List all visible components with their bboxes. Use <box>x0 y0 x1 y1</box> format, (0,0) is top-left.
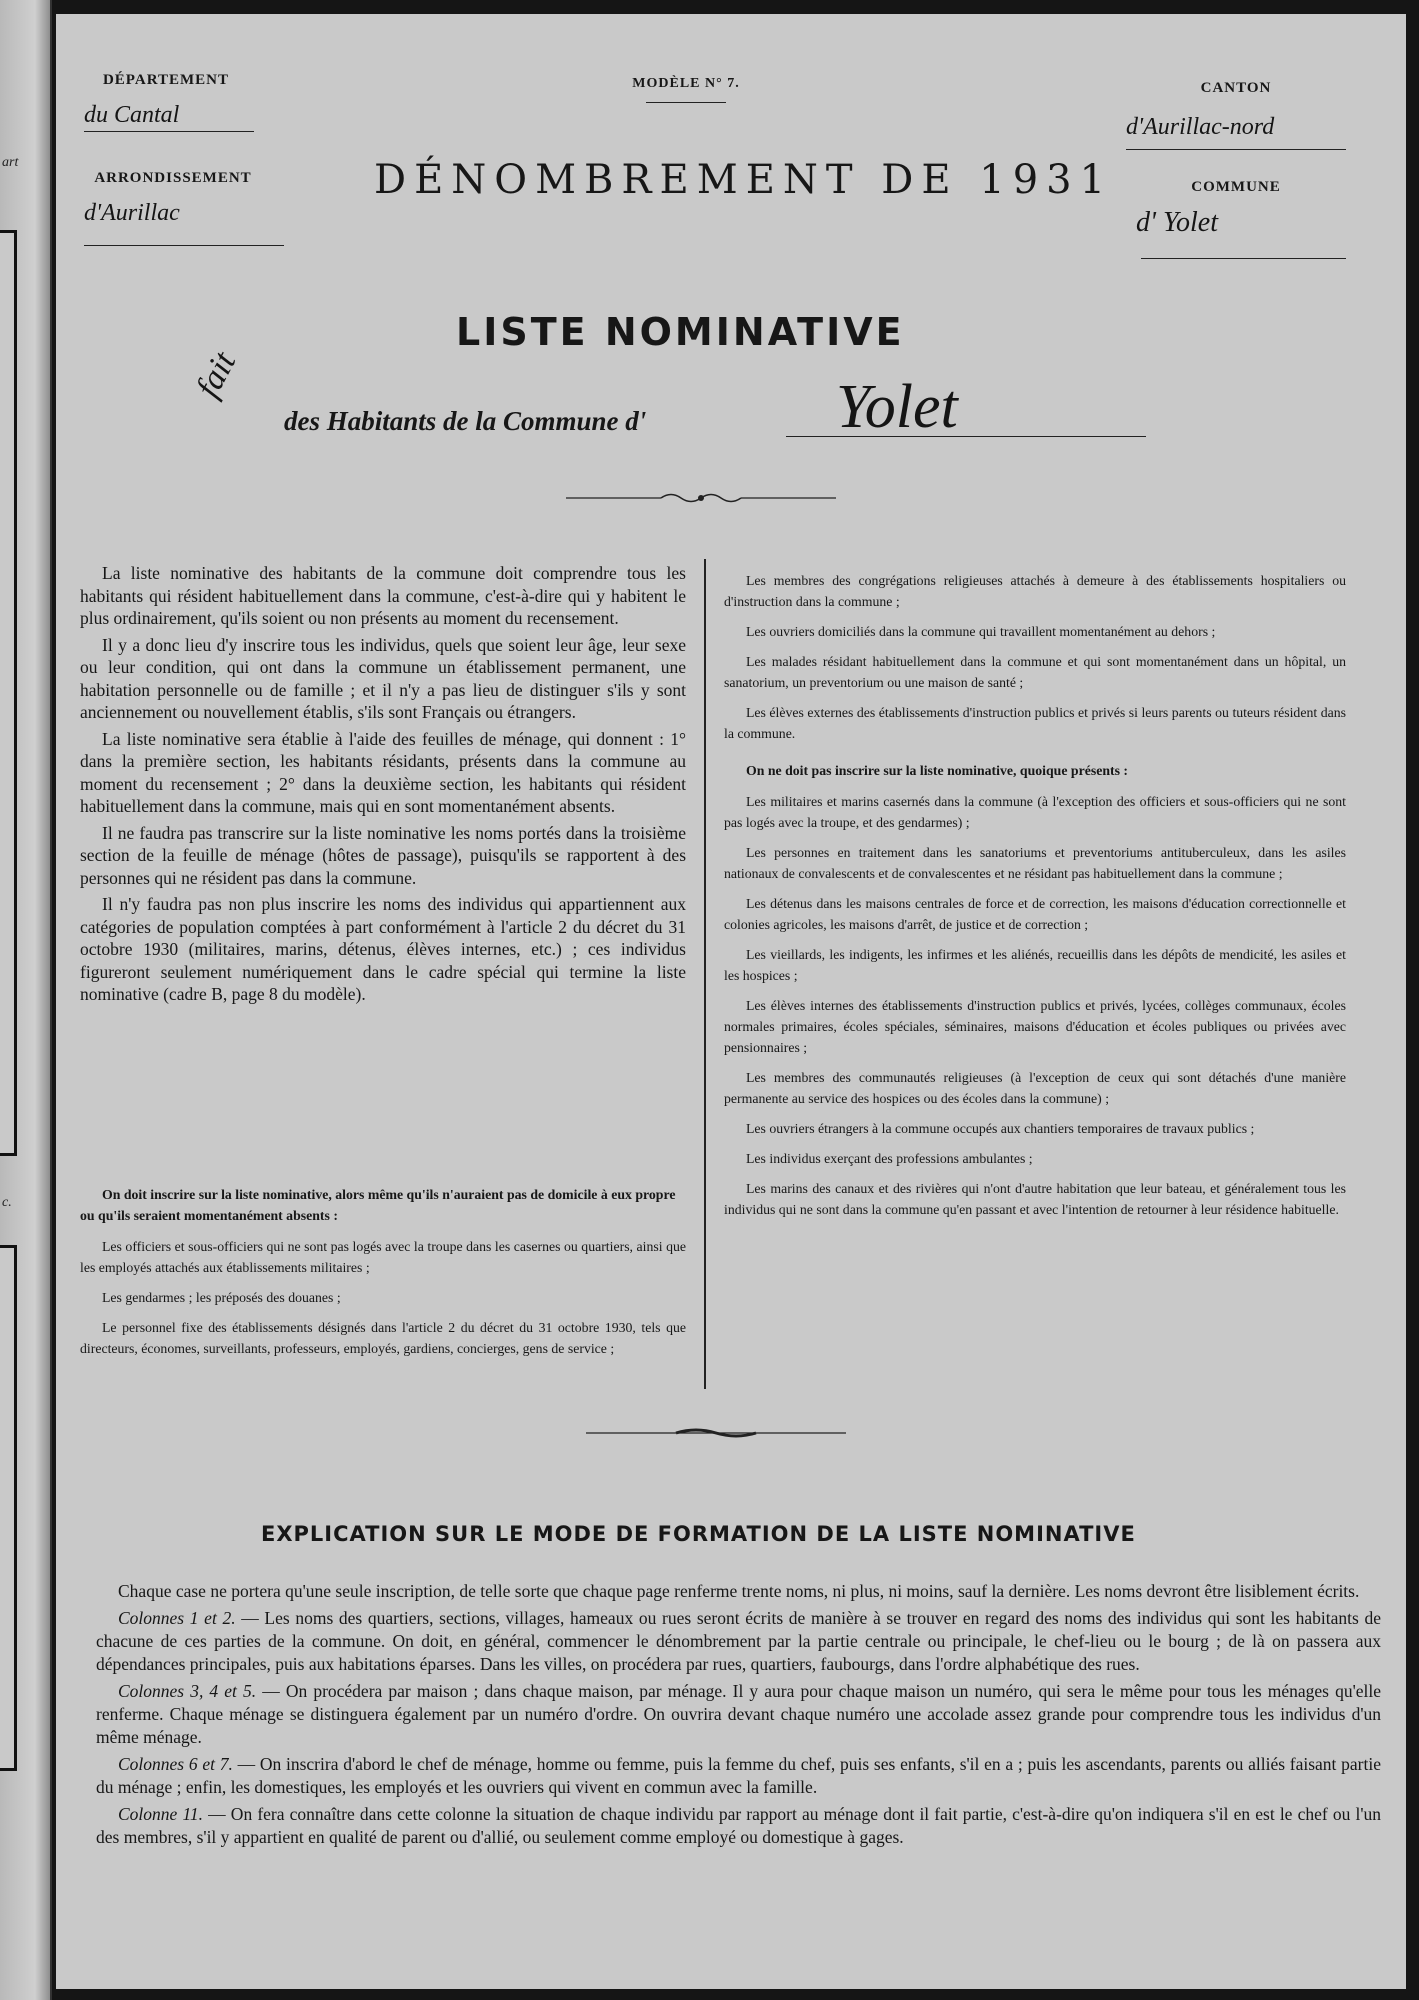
census-form-page <box>56 14 1406 1989</box>
explication-intro: Chaque case ne portera qu'une seule inscription, de telle sorte que chaque page renferme trente noms, ni plus, ni moins, sauf la dernière. Les noms devront être lisiblement écrits. <box>118 1581 1360 1601</box>
inscrire-item: Le personnel fixe des établissements désignés dans l'article 2 du décret du 31 octobre 1930, tels que directeurs, économes, surveillants, professeurs, employés, gardiens, concierges, gens de service ; <box>80 1320 686 1356</box>
instruction-paragraph: La liste nominative sera établie à l'aide des feuilles de ménage, qui donnent : 1° dans la première section, les habitants résidants, présents dans la commune au moment du recensement ; 2° dans la deuxième section, les habitants qui résident habituellement dans la commune, mais qui en sont momentanément absents. <box>80 728 686 816</box>
departement-value: du Cantal <box>84 102 180 128</box>
exclusion-item: Les membres des communautés religieuses (à l'exception de ceux qui sont détachés d'une manière permanente au service des hospices ou des écoles dans la commune) ; <box>724 1070 1346 1106</box>
commune-label: COMMUNE <box>1191 179 1281 195</box>
underline <box>1141 258 1346 259</box>
underline <box>646 102 726 103</box>
entry-label: Colonnes 1 et 2. <box>118 1608 236 1628</box>
underline <box>786 436 1146 437</box>
entry-text: — On procédera par maison ; dans chaque maison, par ménage. Il y aura pour chaque maison un numéro, qui sera le même pour tous les ménages qu'elle renferme. Chaque ménage se distinguera également par un numéro d'ordre. On ouvrira devant chaque numéro une accolade assez grande pour comprendre tous les individus d'un même ménage. <box>96 1681 1381 1747</box>
exclusion-item: Les élèves internes des établissements d'instruction publics et privés, lycées, collèges communaux, écoles normales primaires, écoles spéciales, séminaires, maisons d'éducation et écoles publiques ou privées avec pensionnaires ; <box>724 998 1346 1055</box>
adjacent-page-fragment: c. <box>2 1195 12 1210</box>
left-column-lower <box>80 1184 686 1368</box>
list-heading: LISTE NOMINATIVE <box>456 310 905 354</box>
entry-label: Colonnes 3, 4 et 5. <box>118 1681 257 1701</box>
instruction-paragraph: Il ne faudra pas transcrire sur la liste nominative les noms portés dans la troisième section de la feuille de ménage (hôtes de passage), puisqu'ils se rapportent à des personnes qui ne résident pas dans la commune. <box>80 822 686 888</box>
exclusion-item: Les militaires et marins casernés dans la commune (à l'exception des officiers et sous-officiers qui ne sont pas logés avec la troupe, et des gendarmes) ; <box>724 794 1346 830</box>
explication-entry <box>96 1680 1381 1749</box>
inscrire-item: Les malades résidant habituellement dans la commune et qui sont momentanément dans un hôpital, un sanatorium, un preventorium ou une maison de santé ; <box>724 654 1346 690</box>
underline <box>1126 149 1346 150</box>
margin-annotation: fait <box>189 346 244 404</box>
commune-handwritten: Yolet <box>836 373 958 441</box>
entry-text: — Les noms des quartiers, sections, villages, hameaux ou rues seront écrits de manière à se trouver en regard des noms des individus qui sont les habitants de chacune de ces parties de la commune. On doit, en général, commencer le dénombrement par la partie centrale ou principale, le chef-lieu ou le bourg ; de là on passera aux dépendances principales, puis aux habitations éparses. Dans les villes, on procédera par rues, quartiers, faubourgs, dans l'ordre alphabétique des rues. <box>96 1608 1381 1674</box>
entry-label: Colonne 11. <box>118 1804 204 1824</box>
inscrire-item: Les membres des congrégations religieuses attachés à demeure à des établissements hospitaliers ou d'instruction dans la commune ; <box>724 573 1346 609</box>
arrondissement-label: ARRONDISSEMENT <box>94 170 252 186</box>
arrondissement-value: d'Aurillac <box>84 200 180 226</box>
doit-inscrire-heading: On doit inscrire sur la liste nominative, alors même qu'ils n'auraient pas de domicile à eux propre ou qu'ils seraient momentanément absents : <box>80 1187 676 1223</box>
explication-entry <box>96 1803 1381 1849</box>
column-divider <box>704 559 706 1389</box>
exclusion-item: Les marins des canaux et des rivières qui n'ont d'autre habitation que leur bateau, et généralement tous les individus qui ne sont dans la commune qu'en passant et avec l'intention de retourner à leur résidence habituelle. <box>724 1181 1346 1217</box>
instruction-paragraph: La liste nominative des habitants de la commune doit comprendre tous les habitants qui résident habituellement dans la commune, c'est-à-dire qui y habitent le plus ordinairement, qu'ils soient ou non présents au moment du recensement. <box>80 563 686 628</box>
departement-label: DÉPARTEMENT <box>102 72 230 88</box>
exclusion-item: Les vieillards, les indigents, les infirmes et les aliénés, recueillis dans les dépôts de mendicité, les asiles et les hospices ; <box>724 947 1346 983</box>
entry-text: — On inscrira d'abord le chef de ménage, homme ou femme, puis la femme du chef, puis ses enfants, s'il en a ; puis les ascendants, parents ou alliés faisant partie du ménage ; enfin, les domestiques, les employés et les ouvriers qui vivent en commun avec la famille. <box>96 1754 1381 1797</box>
inscrire-item: Les gendarmes ; les préposés des douanes ; <box>102 1290 341 1305</box>
list-subheading: des Habitants de la Commune d' <box>284 406 647 436</box>
instruction-paragraph: Il y a donc lieu d'y inscrire tous les individus, quels que soient leur âge, leur sexe ou leur condition, qui ont dans la commune un établissement permanent, une habitation personnelle ou de famille ; et il n'y a pas lieu de distinguer s'ils y sont anciennement ou nouvellement établis, s'ils sont Français ou étrangers. <box>80 634 686 722</box>
modele-number: MODÈLE N° 7. <box>632 76 740 91</box>
adjacent-page-edge <box>0 0 52 2000</box>
ne-doit-pas-heading: On ne doit pas inscrire sur la liste nominative, quoique présents : <box>746 763 1129 778</box>
exclusion-item: Les ouvriers étrangers à la commune occupés aux chantiers temporaires de travaux publics ; <box>746 1121 1255 1136</box>
canton-label: CANTON <box>1200 80 1272 96</box>
underline <box>84 131 254 132</box>
entry-label: Colonnes 6 et 7. <box>118 1754 233 1774</box>
exclusion-item: Les détenus dans les maisons centrales de force et de correction, les maisons d'éducation correctionnelle et colonies agricoles, les maisons d'arrêt, de justice et de correction ; <box>724 896 1346 932</box>
canton-value: d'Aurillac-nord <box>1126 114 1275 140</box>
form-title: DÉNOMBREMENT DE 1931 <box>374 157 1114 203</box>
adjacent-page-frame <box>0 1245 17 1771</box>
explication-title: EXPLICATION SUR LE MODE DE FORMATION DE LA LISTE NOMINATIVE <box>261 1522 1136 1546</box>
adjacent-page-frame <box>0 230 17 1156</box>
exclusion-item: Les individus exerçant des professions ambulantes ; <box>746 1151 1033 1166</box>
entry-text: — On fera connaître dans cette colonne la situation de chaque individu par rapport au ménage dont il fait partie, c'est-à-dire qu'on indiquera s'il en est le chef ou l'un des membres, s'il y appartient en qualité de parent ou d'allié, ou seulement comme employé ou domestique à gages. <box>96 1804 1381 1847</box>
underline <box>84 245 284 246</box>
left-column <box>80 562 686 1010</box>
explication-entry <box>96 1753 1381 1799</box>
ornament-divider <box>566 490 836 506</box>
exclusion-item: Les personnes en traitement dans les sanatoriums et preventoriums antituberculeux, dans les asiles nationaux de convalescents et de convalescentes et ne résidant pas habituellement dans la commune ; <box>724 845 1346 881</box>
right-column <box>724 570 1346 1229</box>
instruction-paragraph: Il n'y faudra pas non plus inscrire les noms des individus qui appartiennent aux catégories de population comptées à part conformément à l'article 2 du décret du 31 octobre 1930 (militaires, marins, détenus, élèves internes, etc.) ; ces individus figureront seulement numériquement dans le cadre spécial qui termine la liste nominative (cadre B, page 8 du modèle). <box>80 894 686 1004</box>
inscrire-item: Les ouvriers domiciliés dans la commune qui travaillent momentanément au dehors ; <box>746 624 1216 639</box>
inscrire-item: Les élèves externes des établissements d'instruction publics et privés si leurs parents ou tuteurs résident dans la commune. <box>724 705 1346 741</box>
commune-value: d' Yolet <box>1136 207 1218 238</box>
ornament-divider <box>586 1426 846 1440</box>
inscrire-item: Les officiers et sous-officiers qui ne sont pas logés avec la troupe dans les casernes ou quartiers, ainsi que les employés attachés aux établissements militaires ; <box>80 1239 686 1275</box>
explication-entry <box>96 1607 1381 1676</box>
adjacent-page-fragment: art <box>2 155 19 170</box>
explication-body <box>96 1580 1381 1853</box>
